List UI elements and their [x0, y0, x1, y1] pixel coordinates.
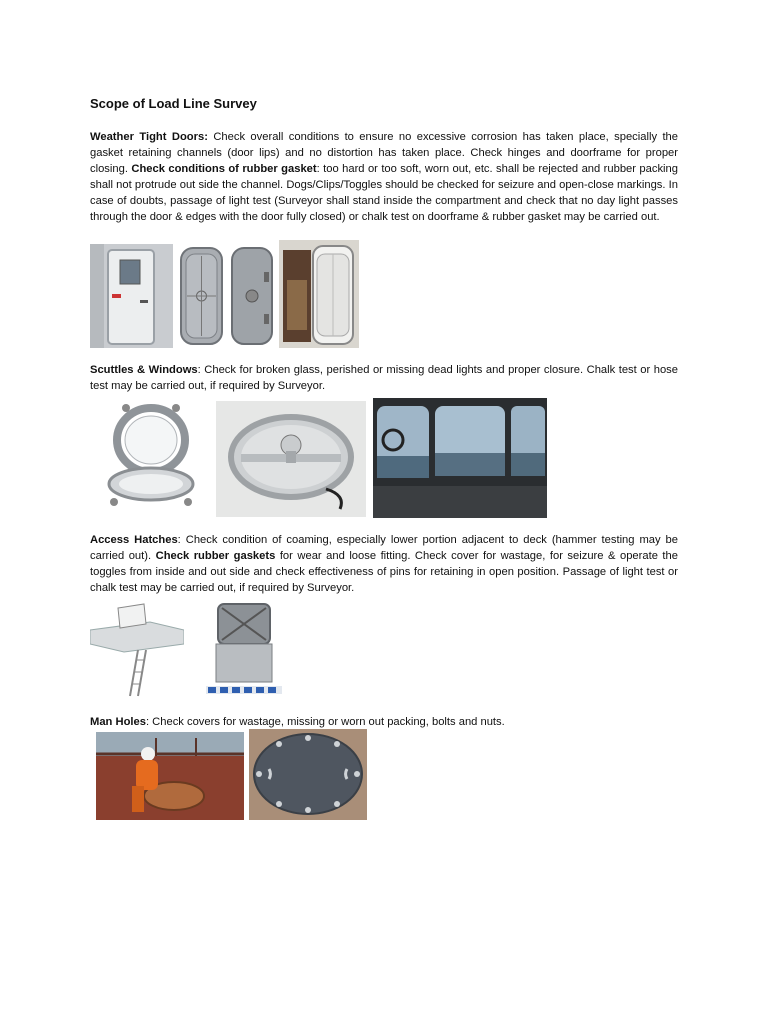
steel-door-photo — [177, 244, 226, 348]
doors-heading: Weather Tight Doors: — [90, 131, 208, 143]
deadlight-photo — [216, 401, 366, 517]
doors-paragraph: Weather Tight Doors: Check overall conditions to ensure no excessive corrosion has taken place, specially the gasket retaining channels (door lips) and no distortion has taken place. Check hinges and doorframe for proper closing. Check conditions of rubber gasket: too hard or too soft, worn out, etc. shall be rejected and rubber packing shall not protrude out side the channel. Dogs/Clips/Toggles should be checked for seizure and open-close markings. In case of doubts, passage of light test (Surveyor shall stand inside the compartment and check that no day light passes through the door & edges with the door fully closed) or chalk test on doorframe & rubber gasket may be carried out. — [90, 131, 678, 223]
manholes-paragraph: Man Holes: Check covers for wastage, missing or worn out packing, bolts and nuts. — [90, 716, 505, 728]
hatches-heading: Access Hatches — [90, 534, 178, 546]
manhole-worker-photo — [96, 732, 244, 820]
weathertight-door-photo — [90, 244, 173, 348]
page-title: Scope of Load Line Survey — [90, 96, 257, 111]
hatch-ladder-drawing — [90, 600, 184, 698]
scuttle-photo — [96, 398, 204, 518]
scuttles-paragraph: Scuttles & Windows: Check for broken glass, perished or missing dead lights and proper closure. Chalk test or hose test may be carried out, if required by Surveyor. — [90, 364, 679, 392]
scuttles-heading: Scuttles & Windows — [90, 364, 198, 376]
open-door-photo — [279, 240, 359, 348]
hatch-cover-photo — [204, 600, 284, 698]
manholes-heading: Man Holes — [90, 716, 146, 728]
steel-door-photo-2 — [229, 244, 275, 348]
manhole-cover-photo — [249, 729, 367, 820]
hatches-paragraph: Access Hatches: Check condition of coaming, especially lower portion adjacent to deck (hammer testing may be carried out). Check rubber gaskets for wear and loose fitting. Check cover for wastage, for seizure & operate the toggles from inside and out side and check effectiveness of pins for retaining in open position. Passage of light test or chalk test may be carried out, if required by Surveyor. — [90, 534, 678, 594]
bridge-windows-photo — [373, 398, 547, 518]
